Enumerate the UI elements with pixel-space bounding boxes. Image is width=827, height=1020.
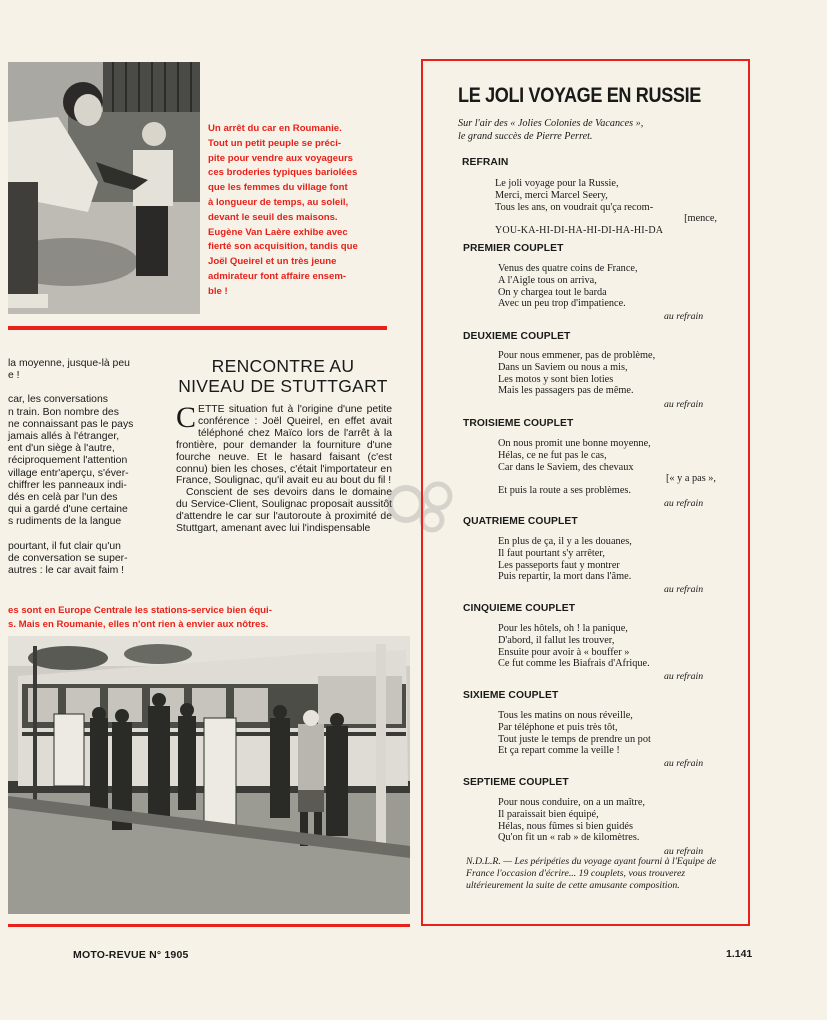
caption-bottom-line-1: es sont en Europe Centrale les stations-service bien équi-: [8, 605, 272, 616]
photo-caption-top: [208, 122, 392, 300]
caption-top-line: fierté son acquisition, tandis que: [208, 241, 358, 253]
couplet-line: Ensuite pour avoir à « bouffer »: [498, 646, 630, 658]
left-column-line: jamais allés à l'étranger,: [8, 431, 120, 443]
couplet-line: On nous promit une bonne moyenne,: [498, 438, 651, 449]
left-column-line: village entr'aperçu, s'éver-: [8, 467, 129, 479]
drop-cap: C: [176, 401, 197, 434]
left-column-line: ent d'un siège à l'autre,: [8, 443, 115, 455]
couplet-line: Ce fut comme les Biafrais d'Afrique.: [498, 658, 650, 670]
couplet-heading: DEUXIEME COUPLET: [463, 331, 571, 342]
article-paragraph-1: [176, 401, 392, 487]
couplet-line: A l'Aigle tous on arriva,: [498, 274, 597, 286]
couplet-heading: PREMIER COUPLET: [463, 243, 564, 254]
caption-top-line: Eugène Van Laère exhibe avec: [208, 226, 348, 238]
article-body: [176, 401, 392, 535]
caption-top-line: que les femmes du village font: [208, 182, 348, 194]
red-divider-top: [8, 326, 387, 330]
song-subtitle-line-2: le grand succès de Pierre Perret.: [458, 130, 593, 142]
couplet-line: Tous les matins on nous réveille,: [498, 710, 633, 721]
left-column-line: chiffrer les panneaux indi-: [8, 479, 127, 491]
article-headline: [172, 356, 394, 396]
article-paragraph-1-text: ETTE situation fut à l'origine d'une petite conférence : Joël Queirel, en effet avait téléphoné chez Maïco lors de l'arrêt à la frontière, pour demander la fourniture d'une fourche neuve. Et le hasard faisant (c'est connu) bien les choses, c'était l'importateur en France, Soulignac, qu'il avait eu au bout du fil !: [176, 404, 392, 487]
article-paragraph-2: Conscient de ses devoirs dans le domaine du Service-Client, Soulignac proposait aussitôt d'attendre le car sur l'autoroute à proximité de Stuttgart, amenant avec lui l'indispensable: [176, 487, 392, 535]
left-column-line: car, les conversations: [8, 394, 108, 406]
couplet-line: Et puis la route a ses problèmes.: [498, 485, 631, 497]
caption-bottom-line-2: s. Mais en Roumanie, elles n'ont rien à envier aux nôtres.: [8, 619, 269, 631]
couplet-line: Puis repartir, la mort dans l'âme.: [498, 571, 632, 583]
left-column-line: n train. Bon nombre des: [8, 406, 119, 418]
caption-top-line: Joël Queirel et un très jeune: [208, 256, 337, 268]
refrain-tag: au refrain: [664, 311, 704, 322]
left-column-line: qui a gardé d'une certaine: [8, 504, 128, 516]
red-divider-bottom: [8, 924, 410, 927]
caption-top-line: à longueur de temps, au soleil,: [208, 196, 349, 208]
couplet-line: Dans un Saviem ou nous a mis,: [498, 361, 628, 373]
left-column-text: [8, 358, 160, 577]
couplet-line: D'abord, il fallut les trouver,: [498, 634, 615, 646]
photo-village-stop: [8, 62, 200, 314]
footer-page-number: 1.141: [726, 948, 753, 960]
refrain-tag: au refrain: [664, 758, 704, 769]
couplet-line: Pour nous emmener, pas de problème,: [498, 350, 656, 361]
left-column-line: e !: [8, 370, 20, 382]
refrain-line: Tous les ans, on voudrait qu'ça recom-: [495, 201, 654, 213]
caption-top-line: Tout un petit peuple se préci-: [208, 137, 342, 149]
refrain-line: Le joli voyage pour la Russie,: [495, 178, 619, 189]
refrain-verse: [495, 178, 717, 237]
couplet-line: On y chargea tout le barda: [498, 286, 607, 298]
song-title: LE JOLI VOYAGE EN RUSSIE: [458, 84, 701, 107]
couplet-line: Pour nous conduire, on a un maître,: [498, 797, 645, 808]
refrain-line: YOU-KA-HI-DI-HA-HI-DI-HA-HI-DA: [495, 225, 664, 237]
couplet-verse: [498, 797, 716, 844]
photo-caption-bottom: [8, 604, 408, 632]
left-column-line: réciproquement l'attention: [8, 455, 128, 467]
photo-bus-station: [8, 636, 410, 914]
couplet-heading: SIXIEME COUPLET: [463, 690, 559, 701]
couplet-line: Mais les passagers pas de même.: [498, 385, 634, 397]
caption-top-line: ble !: [208, 285, 228, 297]
couplet-line: Hélas, ce ne fut pas le cas,: [498, 449, 607, 461]
song-subtitle: [458, 118, 726, 143]
refrain-tag: au refrain: [664, 498, 704, 509]
left-column-line: ne connaissant pas le pays: [8, 418, 134, 430]
couplet-line: Qu'on fit un « rab » de kilomètres.: [498, 832, 640, 844]
caption-top-line: Un arrêt du car en Roumanie.: [208, 123, 342, 134]
couplet-line: [« y a pas »,: [665, 473, 716, 485]
left-column-line: autres : le car avait faim !: [8, 565, 125, 577]
left-column-line: dés en celà par l'un des: [8, 492, 118, 504]
couplet-line: Tout juste le temps de prendre un pot: [498, 733, 651, 745]
caption-top-line: ces broderies typiques bariolées: [208, 167, 358, 179]
left-column-line: de conversation se super-: [8, 552, 128, 564]
couplet-line: Car dans le Saviem, des chevaux: [498, 461, 634, 473]
couplet-heading: QUATRIEME COUPLET: [463, 516, 578, 527]
left-column-line: pourtant, il fut clair qu'un: [8, 540, 121, 552]
couplet-line: En plus de ça, il y a les douanes,: [498, 536, 632, 547]
footer-magazine-issue: MOTO-REVUE N° 1905: [73, 949, 189, 961]
couplet-line: Avec un peu trop d'impatience.: [498, 298, 626, 310]
couplet-verse: [498, 438, 716, 497]
couplet-heading: CINQUIEME COUPLET: [463, 603, 576, 614]
couplet-verse: [498, 710, 716, 757]
caption-top-line: admirateur font affaire ensem-: [208, 270, 347, 282]
editor-note: N.D.L.R. — Les péripéties du voyage ayant fourni à l'Equipe de France l'occasion d'écrire... 19 couplets, vous trouverez ultérieurement la suite de cette amusante composition.: [466, 856, 717, 891]
left-column-line: la moyenne, jusque-là peu: [8, 358, 130, 369]
refrain-line: [mence,: [684, 213, 717, 225]
couplet-line: Il paraissait bien équipé,: [498, 808, 599, 820]
refrain-tag: au refrain: [664, 671, 704, 682]
left-column-line: s rudiments de la langue: [8, 516, 122, 528]
couplet-line: Hélas, nous fûmes si bien guidés: [498, 820, 633, 832]
refrain-heading: REFRAIN: [462, 157, 509, 168]
couplet-line: Pour les hôtels, oh ! la panique,: [498, 623, 628, 634]
couplet-heading: TROISIEME COUPLET: [463, 418, 574, 429]
couplet-verse: [498, 623, 716, 670]
refrain-tag: au refrain: [664, 846, 704, 857]
couplet-line: Il faut pourtant s'y arrêter,: [498, 547, 605, 559]
couplet-line: Par téléphone et puis très tôt,: [498, 721, 618, 733]
refrain-tag: au refrain: [664, 399, 704, 410]
couplet-line: Les passeports faut y montrer: [498, 559, 620, 571]
refrain-line: Merci, merci Marcel Seery,: [495, 189, 608, 201]
couplet-line: Les motos y sont bien loties: [498, 373, 614, 385]
caption-top-line: pite pour vendre aux voyageurs: [208, 152, 354, 164]
headline-line-2: NIVEAU DE STUTTGART: [178, 376, 388, 396]
couplet-line: Et ça repart comme la veille !: [498, 745, 620, 757]
left-column-line: [8, 382, 160, 394]
couplet-verse: [498, 536, 716, 583]
couplet-verse: [498, 350, 716, 397]
caption-top-line: devant le seuil des maisons.: [208, 211, 338, 223]
couplet-line: Venus des quatre coins de France,: [498, 263, 638, 274]
refrain-tag: au refrain: [664, 584, 704, 595]
left-column-line: [8, 529, 160, 541]
headline-line-1: RENCONTRE AU: [211, 356, 355, 376]
couplet-verse: [498, 263, 716, 310]
couplet-heading: SEPTIEME COUPLET: [463, 777, 569, 788]
song-subtitle-line-1: Sur l'air des « Jolies Colonies de Vacances »,: [458, 118, 644, 129]
